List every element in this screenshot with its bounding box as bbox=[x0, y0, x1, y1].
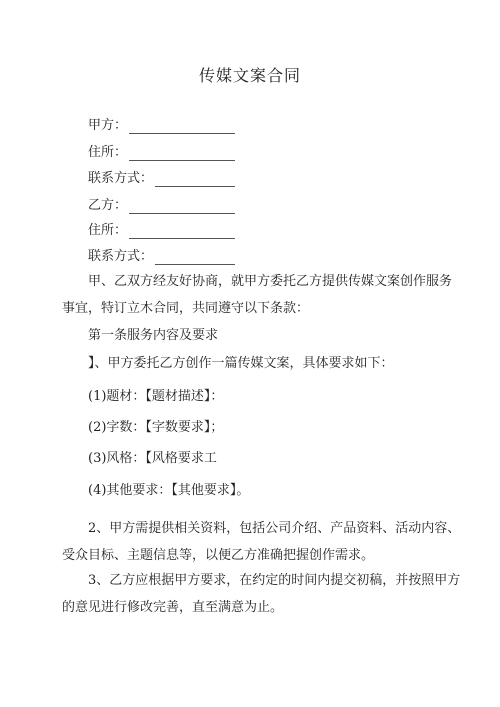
party-a-contact-field bbox=[88, 171, 235, 187]
party-b-contact-blank bbox=[155, 252, 235, 265]
party-a-name-label: 甲方： bbox=[88, 118, 128, 133]
party-a-contact-label: 联系方式： bbox=[88, 171, 154, 186]
party-b-contact-label: 联系方式： bbox=[88, 249, 154, 264]
party-a-name-field bbox=[88, 118, 235, 134]
requirement-other: (4)其他要求：【其他要求】。 bbox=[88, 483, 250, 498]
clause-1: 】、甲方委托乙方创作一篇传媒文案，具体要求如下： bbox=[88, 356, 394, 371]
document-title: 传媒文案合同 bbox=[198, 66, 301, 85]
requirement-topic: (1)题材：【题材描述】： bbox=[88, 389, 224, 404]
party-b-address-blank bbox=[129, 226, 235, 239]
clause-3: 3、乙方应根据甲方要求，在约定的时间内提交初稿，并按照甲方的意见进行修改完善，直至满意为止。 bbox=[62, 573, 461, 615]
requirement-style: (3)风格：【风格要求工 bbox=[88, 451, 217, 466]
requirement-word-count: (2)字数：【字数要求】； bbox=[88, 420, 224, 435]
party-a-address-blank bbox=[129, 148, 235, 161]
party-b-contact-field bbox=[88, 249, 235, 265]
clause-2: 2、甲方需提供相关资料，包括公司介绍、产品资料、活动内容、受众目标、主题信息等，以便乙方准确把握创作需求。 bbox=[62, 521, 461, 563]
party-b-name-blank bbox=[129, 201, 235, 214]
party-b-name-field bbox=[88, 198, 235, 214]
party-b-name-label: 乙方： bbox=[88, 198, 128, 213]
party-a-contact-blank bbox=[155, 174, 235, 187]
party-b-address-field bbox=[88, 223, 235, 239]
intro-paragraph: 甲、乙双方经友好协商，就甲方委托乙方提供传媒文案创作服务事宜，特订立木合同，共同遵守以下条款： bbox=[62, 274, 453, 316]
party-a-name-blank bbox=[129, 121, 235, 134]
section-1-heading: 第一条服务内容及要求 bbox=[88, 328, 219, 343]
party-b-address-label: 住所： bbox=[88, 223, 128, 238]
party-a-address-field bbox=[88, 145, 235, 161]
party-a-address-label: 住所： bbox=[88, 145, 128, 160]
